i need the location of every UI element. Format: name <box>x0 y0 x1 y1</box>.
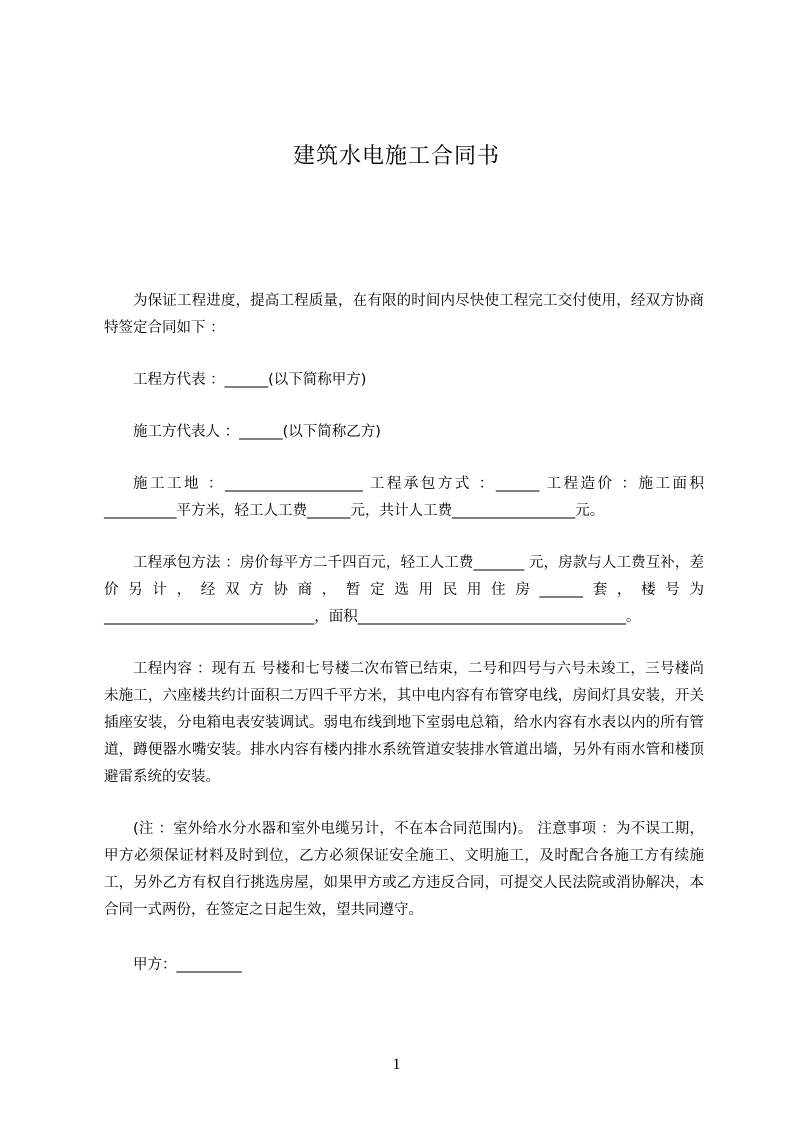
work-content-paragraph: 工程内容 ：现有五 号楼和七号楼二次布管已结束，二号和四号与六号未竣工，三号楼尚未施工，六座楼共约计面积二万四千平方米，其中电内容有布管穿电线，房间灯具安装，开关插座安装，分电箱电表安装调试。弱电布线到地下室弱电总箱，给水内容有水表以内的所有管道，蹲便器水嘴安装。排水内容有楼内排水系统管道安装排水管道出墙，另外有雨水管和楼顶避雷系统的安装。 <box>104 661 704 785</box>
party-a-representative: 工程方代表 ：______(以下简称甲方) <box>133 372 367 388</box>
document-body <box>104 288 704 1004</box>
contract-method-paragraph: 工程承包方法 ：房价每平方二千四百元，轻工人工费_______ 元，房款与人工费互补，差价另计，经双方协商，暂定选用民用住房______套，楼号为_____________________________，面积_____________________________________。 <box>104 555 704 625</box>
party-b-representative: 施工方代表人 ：______(以下简称乙方) <box>133 424 381 440</box>
page-number: 1 <box>392 1056 401 1073</box>
notes-paragraph: (注 ：室外给水分水器和室外电缆另计，不在本合同范围内)。 注意事项 ：为不误工期，甲方必须保证材料及时到位，乙方必须保证安全施工、文明施工，及时配合各施工方有续施工，另外乙方有权自行挑选房屋，如果甲方或乙方违反合同，可提交人民法院或消协解决，本合同一式两份，在签定之日起生效，望共同遵守。 <box>104 821 704 918</box>
intro-paragraph: 为保证工程进度，提高工程质量，在有限的时间内尽快使工程完工交付使用，经双方协商特签定合同如下 ： <box>104 293 704 336</box>
site-and-cost-paragraph: 施工工地 ：___________________ 工程承包方式 ：______ 工程造价 ：施工面积__________平方米，轻工人工费______元，共计人工费_________________元。 <box>104 476 704 519</box>
document-title: 建筑水电施工合同书 <box>292 144 500 169</box>
party-a-signature-line: 甲方：_________ <box>133 957 242 973</box>
